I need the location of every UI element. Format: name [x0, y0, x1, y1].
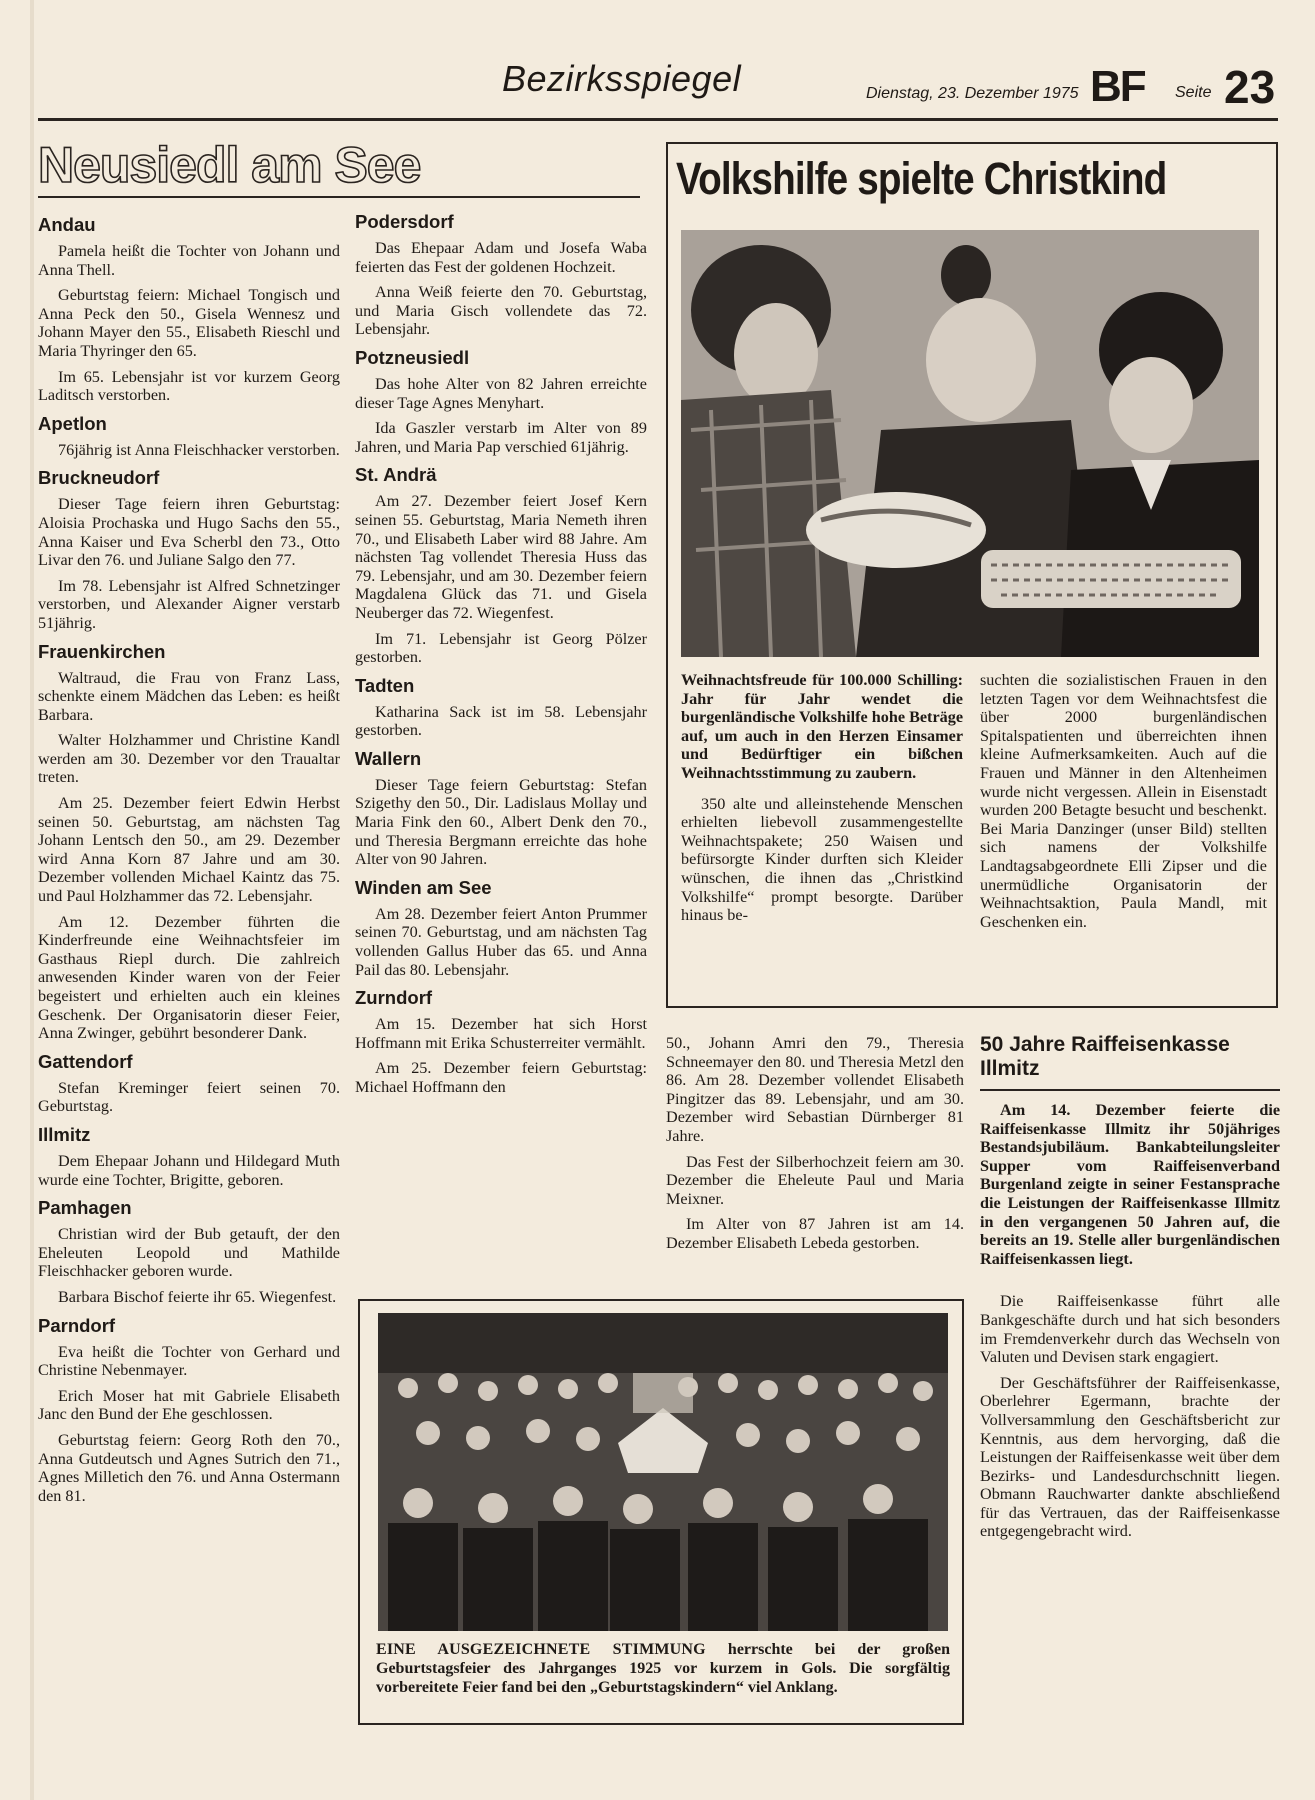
- town-heading: Podersdorf: [355, 211, 454, 232]
- section-header-title: Bezirksspiegel: [502, 58, 742, 99]
- news-paragraph: Am 25. Dezember feiert Edwin Herbst seinen 50. Geburtstag, am nächsten Tag Johann Lentsch den 50., am 29. Dezember wird Anna Korn 87 Jahre und am 30. Dezember vollenden Michael Kaintz das 75. und Paul Holzhammer das 72. Lebensjahr.: [38, 794, 340, 906]
- issue-date: Dienstag, 23. Dezember 1975: [866, 85, 1079, 102]
- news-paragraph: Am 25. Dezember feiern Geburtstag: Michael Hoffmann den: [355, 1059, 647, 1096]
- news-paragraph: Am 28. Dezember feiert Anton Prummer seinen 70. Geburtstag, und am nächsten Tag vollenden Gallus Huber das 65. und Anna Pail das 80. Lebensjahr.: [355, 904, 647, 979]
- news-paragraph: Ida Gaszler verstarb im Alter von 89 Jahren, und Maria Pap verschied 61jährig.: [355, 419, 647, 456]
- news-paragraph: Im 65. Lebensjahr ist vor kurzem Georg Laditsch verstorben.: [38, 367, 340, 405]
- group-photo: [378, 1313, 948, 1631]
- news-paragraph: Walter Holzhammer und Christine Kandl werden am 30. Dezember vor den Traualtar treten.: [38, 731, 340, 787]
- news-paragraph: Waltraud, die Frau von Franz Lass, schenkte einem Mädchen das Leben: es heißt Barbara.: [38, 668, 340, 724]
- news-column-2: [355, 211, 647, 1104]
- news-paragraph: Christian wird der Bub getauft, der den Eheleuten Leopold und Mathilde Fleischhacker geboren wurde.: [38, 1225, 340, 1281]
- photo-three-women-gifts: [681, 230, 1259, 657]
- town-heading: Tadten: [355, 674, 415, 696]
- news-paragraph: Am 27. Dezember feiert Josef Kern seinen 55. Geburtstag, Maria Nemeth ihren 70., und Elisabeth Laber wird 88 Jahre. Am nächsten Tag vollendet Theresia Huss das 79. Lebensjahr, und am 30. Dezember feiern Magdalena Glück das 71. und Gisela Neuberger das 72. Wiegenfest.: [355, 492, 647, 622]
- news-paragraph: Die Raiffeisenkasse führt alle Bankgeschäfte durch und hat sich besonders im Fremdenverkehr durch das Wechseln von Valuten und Devisen stark engagiert.: [980, 1292, 1280, 1367]
- newspaper-logo: BF: [1090, 62, 1145, 111]
- feature-text-right: [980, 671, 1267, 931]
- news-paragraph: Das hohe Alter von 82 Jahren erreichte dieser Tage Agnes Menyhart.: [355, 374, 647, 412]
- town-heading: Zurndorf: [355, 987, 433, 1009]
- news-column-1: [38, 214, 340, 1512]
- news-paragraph: Der Geschäftsführer der Raiffeisenkasse, Oberlehrer Egermann, brachte der Vollversammlung den Geschäftsbericht zur Kenntnis, aus dem hervorging, daß die Leistungen der Raiffeisenkasse weit über dem Bezirks- und Landesdurchschnitt liegen. Obmann Rauchwarter dankte abschließend für das Vertrauen, das der Raiffeisenkasse entgegengebracht wird.: [980, 1373, 1280, 1541]
- news-paragraph: Das Fest der Silberhochzeit feiern am 30. Dezember die Eheleute Paul und Maria Meixner.: [666, 1152, 964, 1208]
- caption-lead-caps: EINE AUSGEZEICHNETE STIMMUNG: [376, 1641, 706, 1658]
- photo-birthday-party-group: [378, 1313, 948, 1631]
- news-paragraph: Katharina Sack ist im 58. Lebensjahr gestorben.: [355, 702, 647, 740]
- town-heading: Andau: [38, 214, 96, 235]
- raiffeisen-article: [980, 1101, 1280, 1548]
- news-paragraph: suchten die sozialistischen Frauen in den letzten Tagen vor dem Weihnachtsfest die über 2000 burgenländischen Spitalspatienten und überreichten ihnen kleine Aufmerksamkeiten. Auch auf die Frauen und Männer in den Altenheimen wurde nicht vergessen. Allein in Eisenstadt wurden 200 Betagte besucht und beschenkt. Bei Maria Danzinger (unser Bild) stellten sich namens der Volkshilfe Landtagsabgeordnete Elli Zipser und die unermüdliche Organisatorin der Weihnachtsaktion, Paula Mandl, mit Geschenken ein.: [980, 671, 1267, 931]
- raiffeisen-lead: Am 14. Dezember feierte die Raiffeisenkasse Illmitz ihr 50jähriges Bestandsjubiläum. Bankabteilungsleiter Supper vom Raiffeisenverband Burgenland zeigte in seiner Festansprache die Leistungen der Raiffeisenkasse Illmitz in den vergangenen 50 Jahren auf, die bereits an 19. Stelle aller burgenländischen Raiffeisenkassen liegt.: [980, 1101, 1280, 1268]
- news-paragraph: Im 78. Lebensjahr ist Alfred Schnetzinger verstorben, und Alexander Aigner verstarb 51jährig.: [38, 576, 340, 632]
- news-paragraph: 76jährig ist Anna Fleischhacker verstorben.: [58, 440, 340, 459]
- news-paragraph: Am 15. Dezember hat sich Horst Hoffmann mit Erika Schusterreiter vermählt.: [355, 1015, 647, 1052]
- town-heading: Parndorf: [38, 1314, 116, 1336]
- page-label: Seite: [1175, 84, 1212, 101]
- district-title: Neusiedl am See: [38, 137, 421, 193]
- news-column-3: [666, 1034, 964, 1260]
- town-heading: Illmitz: [38, 1123, 91, 1145]
- town-heading: Bruckneudorf: [38, 467, 160, 489]
- photo-caption: [376, 1640, 950, 1697]
- town-heading: Wallern: [355, 747, 422, 769]
- news-paragraph: Anna Weiß feierte den 70. Geburtstag, und Maria Gisch vollendete das 72. Lebensjahr.: [355, 283, 647, 339]
- town-heading: Potzneusiedl: [355, 346, 470, 368]
- caption-text: herrschte bei der großen Geburtstagsfeier des Jahrganges 1925 vor kurzem in Gols. Die sorgfältig vorbereitete Feier fand bei den „Geburtstagskindern“ viel Anklang.: [376, 1641, 951, 1696]
- news-paragraph: Barbara Bischof feierte ihr 65. Wiegenfest.: [58, 1287, 337, 1306]
- news-paragraph: Dieser Tage feiern Geburtstag: Stefan Szigethy den 50., Dir. Ladislaus Mollay und Maria Fink den 60., Albert Denk den 70., und Theresia Bergmann erreichte das hohe Alter von 90 Jahren.: [355, 775, 647, 869]
- news-paragraph: Geburtstag feiern: Georg Roth den 70., Anna Gutdeutsch und Agnes Sutrich den 71., Agnes Milletich den 76. und Anna Ostermann den 81.: [38, 1430, 340, 1505]
- news-paragraph: Erich Moser hat mit Gabriele Elisabeth Janc den Bund der Ehe geschlossen.: [38, 1386, 340, 1424]
- news-paragraph: Pamela heißt die Tochter von Johann und Anna Thell.: [38, 242, 340, 279]
- news-paragraph: Im 71. Lebensjahr ist Georg Pölzer gestorben.: [355, 629, 647, 667]
- district-title-rule: [38, 196, 640, 198]
- feature-headline: Volkshilfe spielte Christkind: [676, 153, 1167, 204]
- raiffeisen-headline: 50 Jahre Raiffeisenkasse Illmitz: [980, 1033, 1230, 1080]
- town-heading: St. Andrä: [355, 464, 437, 486]
- news-paragraph: Geburtstag feiern: Michael Tongisch und Anna Peck den 50., Gisela Wennesz und Johann Mayer den 55., Elisabeth Rieschl und Maria Thyringer den 65.: [38, 286, 340, 360]
- town-heading: Winden am See: [355, 876, 492, 898]
- news-paragraph: Am 12. Dezember führten die Kinderfreunde eine Weihnachtsfeier im Gasthaus Riepl durch. Die zahlreich anwesenden Kinder waren von der Feier begeistert und erhielten auch ein kleines Geschenk. Der Organisatorin dieser Feier, Anna Zwinger, gebührt besonderer Dank.: [38, 912, 340, 1043]
- feature-text-left: [681, 671, 963, 925]
- feature-lead: Weihnachtsfreude für 100.000 Schilling: Jahr für Jahr wendet die burgenländische Volkshilfe hohe Beträge auf, um auch in den Herzen Einsamer und Bedürftiger ein bißchen Weihnachtsstimmung zu zaubern.: [681, 671, 963, 782]
- news-paragraph: Stefan Kreminger feiert seinen 70. Geburtstag.: [38, 1078, 340, 1116]
- news-paragraph: Dieser Tage feiern ihren Geburtstag: Aloisia Prochaska und Hugo Sachs den 55., Anna Kaiser und Eva Scherbl den 73., Otto Livar den 76. und Juliane Salgo den 77.: [38, 495, 340, 570]
- news-paragraph: Eva heißt die Tochter von Gerhard und Christine Nebenmayer.: [38, 1342, 340, 1380]
- town-heading: Pamhagen: [38, 1197, 132, 1219]
- news-paragraph: Das Ehepaar Adam und Josefa Waba feierten das Fest der goldenen Hochzeit.: [355, 239, 647, 276]
- page-number: 23: [1224, 61, 1276, 113]
- news-paragraph: Im Alter von 87 Jahren ist am 14. Dezember Elisabeth Lebeda gestorben.: [666, 1215, 964, 1252]
- town-heading: Frauenkirchen: [38, 640, 166, 662]
- header-rule: [38, 118, 1278, 121]
- town-heading: Gattendorf: [38, 1050, 133, 1072]
- raiffeisen-rule: [980, 1089, 1280, 1091]
- page-edge-shadow: [30, 0, 34, 1800]
- news-paragraph: Dem Ehepaar Johann und Hildegard Muth wurde eine Tochter, Brigitte, geboren.: [38, 1151, 340, 1189]
- news-paragraph: 50., Johann Amri den 79., Theresia Schneemayer den 80. und Theresia Metzl den 86. Am 28. Dezember vollendet Elisabeth Pingitzer das 89. Lebensjahr, und am 30. Dezember wird Sebastian Dürnberger 81 Jahre.: [666, 1034, 964, 1145]
- feature-photo: [681, 230, 1259, 657]
- town-heading: Apetlon: [38, 412, 107, 434]
- news-paragraph: 350 alte und alleinstehende Menschen erhielten liebevoll zusammengestellte Weihnachtspakete; 250 Waisen und befürsorgte Kinder durften sich Kleider wünschen, die ihnen das „Christkind Volkshilfe“ prompt besorgte. Darüber hinaus be-: [681, 794, 963, 925]
